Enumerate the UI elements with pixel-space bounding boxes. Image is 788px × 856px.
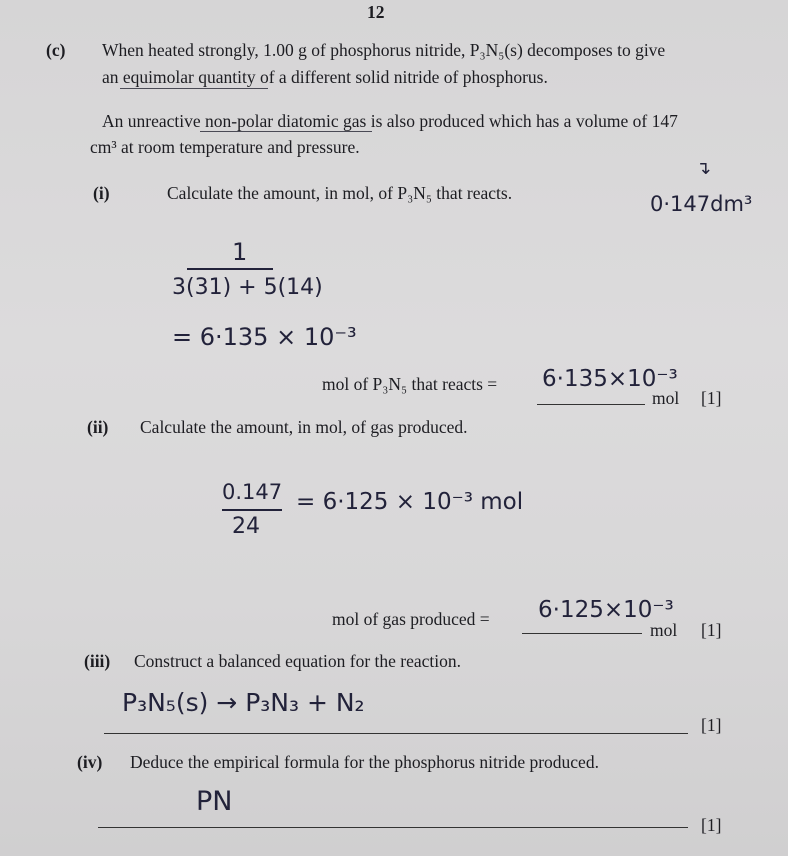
q-iv-answer-line [98,827,688,828]
q-ii-marks: [1] [701,620,722,640]
q-iv-text: Deduce the empirical formula for the phosphorus nitride produced. [130,752,599,772]
underline-equimolar [120,88,268,89]
intro-line-3: An unreactive non-polar diatomic gas is also produced which has a volume of 147 [102,111,678,131]
q-iii-text: Construct a balanced equation for the reaction. [134,651,462,671]
q-iv-marks: [1] [701,815,722,835]
q-ii-work-result: = 6·125 × 10⁻³ mol [296,489,524,515]
q-ii-text: Calculate the amount, in mol, of gas produced. [140,417,468,437]
intro-line-4 [90,137,360,157]
q-i-answer-unit: mol [652,388,680,408]
margin-arrow-icon: ↴ [696,158,712,179]
q-ii-label: (ii) [87,417,109,437]
q-i-work-result: = 6·135 × 10⁻³ [172,323,357,351]
q-ii-work-denominator: 24 [232,514,260,539]
intro-line-4-text: at room temperature and pressure. [121,137,360,157]
volume-unit: cm³ [90,137,117,157]
intro-line-2: an equimolar quantity of a different solid nitride of phosphorus. [102,67,548,87]
q-iv-label: (iv) [77,752,103,772]
intro-line-1: When heated strongly, 1.00 g of phosphorus nitride, P₃N₅(s) decomposes to give [102,40,666,60]
q-ii-work-numerator: 0.147 [222,480,283,504]
q-iii-answer-value: P₃N₅(s) → P₃N₃ + N₂ [122,688,365,717]
q-iii-marks: [1] [701,715,722,735]
page-number: 12 [367,2,385,22]
q-i-answer-value: 6·135×10⁻³ [542,366,678,392]
q-ii-answer-value: 6·125×10⁻³ [538,597,674,623]
q-i-work-denominator: 3(31) + 5(14) [172,275,323,300]
q-iv-answer-value: PN [196,786,233,817]
q-i-work-numerator: 1 [232,238,248,266]
q-i-answer-line [537,404,645,405]
margin-note: 0·147dm³ [650,192,753,216]
q-iii-answer-line [104,733,688,734]
underline-gas [200,131,372,132]
q-ii-fraction-bar [222,509,282,511]
q-i-answer-prefix: mol of P₃N₅ that reacts = [322,374,498,394]
q-i-fraction-bar [187,268,273,270]
q-ii-answer-unit: mol [650,620,678,640]
q-i-text: Calculate the amount, in mol, of P₃N₅ that reacts. [167,183,513,203]
part-c-label: (c) [46,40,66,60]
q-i-label: (i) [93,183,110,203]
q-i-marks: [1] [701,388,722,408]
q-iii-label: (iii) [84,651,111,671]
q-ii-answer-prefix: mol of gas produced = [332,609,490,629]
q-ii-answer-line [522,633,642,634]
